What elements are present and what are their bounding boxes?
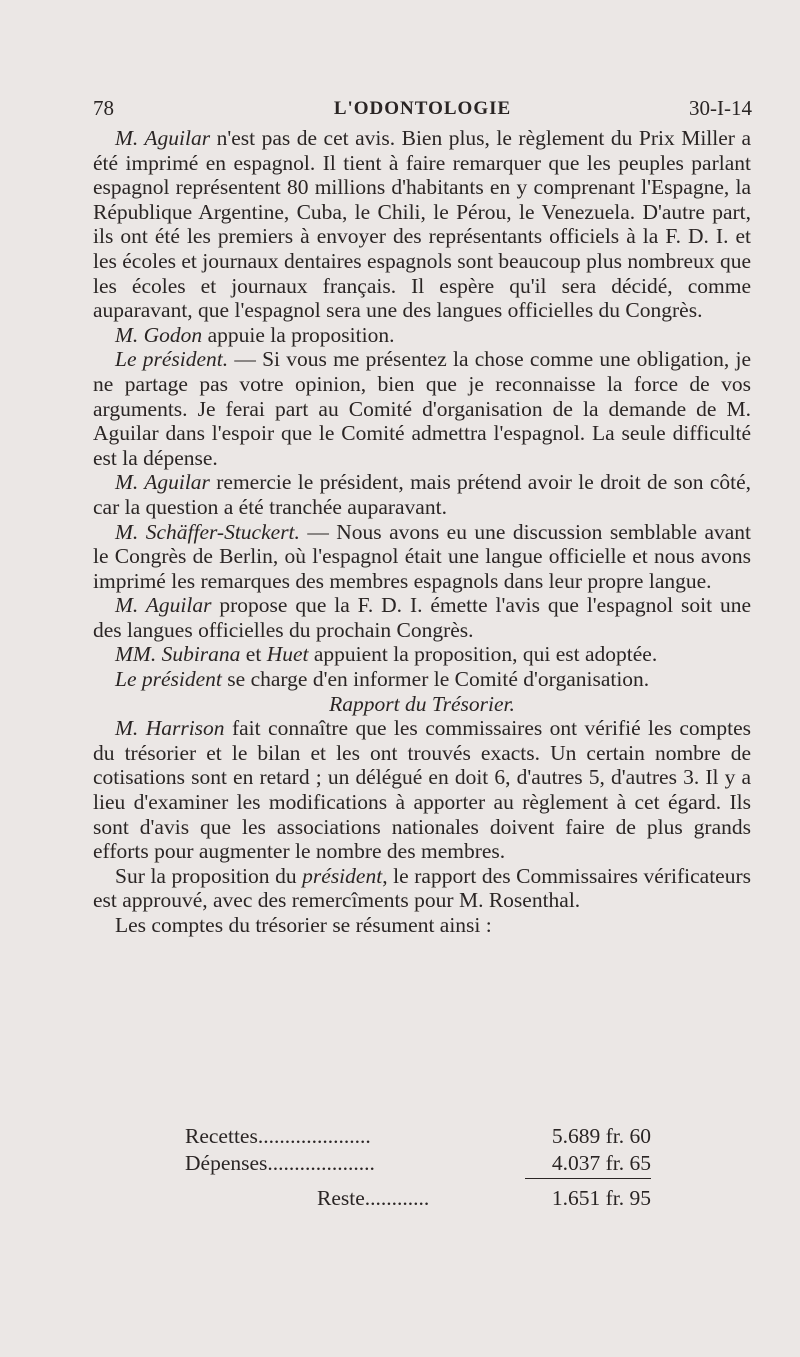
speaker-name: Huet [266,642,309,667]
paragraph-text: se charge d'en informer le Comité d'organisation. [221,667,650,692]
paragraph [93,323,751,348]
account-label: Reste............ [317,1186,430,1210]
speaker-name: M. Aguilar [115,593,212,618]
speaker-name: Le président [115,667,222,692]
speaker-name: M. Schäffer-Stuckert. [115,519,300,544]
section-heading: Rapport du Trésorier. [329,691,515,716]
paragraph-text: n'est pas de cet avis. Bien plus, le règlement du Prix Miller a été imprimé en espagnol. Il tient à faire remarquer que les peuples parlant espagnol représentent 80 millions d'habitants en y comprenant l'Espagne, la République Argentine, Cuba, le Chili, le Pérou, le Venezuela. D'autre part, ils ont été les premiers à envoyer des représentants officiels à la F. D. I. et les écoles et journaux dentaires espagnols sont beaucoup plus nombreux que les écoles et journaux français. Il espère qu'il sera décidé, comme auparavant, que l'espagnol sera une des langues officielles du Congrès. [93,126,751,323]
body-text [93,126,751,938]
paragraph-text: Sur la proposition du [115,863,303,888]
sum-rule [525,1178,651,1179]
account-row-recettes [93,1124,751,1151]
paragraph [93,864,751,913]
paragraph-text: et [240,642,267,667]
journal-title: L'ODONTOLOGIE [333,98,512,119]
paragraph-text: appuient la proposition, qui est adoptée. [308,642,658,667]
paragraph-text: remercie le président, mais prétend avoir le droit de son côté, car la question a été tranchée auparavant. [93,470,752,519]
paragraph [93,642,751,667]
paragraph-text: Les comptes du trésorier se résument ainsi : [115,913,492,937]
account-row-reste [93,1186,751,1213]
account-label: Dépenses.................... [185,1151,375,1175]
paragraph-text: — Nous avons eu une discussion semblable avant le Congrès de Berlin, où l'espagnol était une langue officielle et nous avons imprimé les remarques des membres espagnols dans leur propre langue. [93,519,751,593]
issue-date: 30-I-14 [689,96,752,120]
paragraph-text: — Si vous me présentez la chose comme une obligation, je ne partage pas votre opinion, bien que je reconnaisse la force de vos arguments. Je ferai part au Comité d'organisation de la demande de M. Aguilar dans l'espoir que le Comité admettra l'espagnol. La seule difficulté est la dépense. [93,347,751,470]
paragraph-text: , le rapport des Commissaires vérificateurs est approuvé, avec des remercîments pour M. Rosenthal. [93,863,751,913]
speaker-name: M. Godon [115,322,203,347]
paragraph-text: appuie la proposition. [202,322,395,347]
speaker-name: Le président. [115,347,229,372]
paragraph [93,520,751,594]
paragraph [93,716,751,864]
paragraph [93,913,751,938]
paragraph [93,470,751,519]
running-header [93,96,752,126]
account-row-depenses [93,1151,751,1178]
paragraph [93,667,751,692]
speaker-name: M. Aguilar [115,470,210,495]
paragraph [93,126,751,323]
paragraph [93,593,751,642]
paragraph-text: fait connaître que les commissaires ont vérifié les comptes du trésorier et le bilan et les ont trouvés exacts. Un certain nombre de cotisations sont en retard ; un délégué en doit 6, d'autres 5, d'autres 3. Il y a lieu d'examiner les modifications à apporter au règlement à cet égard. Ils sont d'avis que les associations nationales doivent faire de plus grands efforts pour augmenter le nombre des membres. [93,716,752,864]
account-value: 4.037 fr. 65 [551,1151,651,1175]
paragraph-text: propose que la F. D. I. émette l'avis que l'espagnol soit une des langues officielles du prochain Congrès. [93,593,751,642]
account-value: 5.689 fr. 60 [551,1124,651,1148]
accounts-summary [93,1124,751,1213]
speaker-name: M. Aguilar [115,126,211,150]
speaker-name: M. Harrison [115,716,225,741]
speaker-name: MM. Subirana [115,642,241,667]
page-number: 78 [93,96,114,120]
speaker-name: président [302,863,383,888]
account-label: Recettes..................... [185,1124,371,1148]
paragraph [93,347,751,470]
account-value: 1.651 fr. 95 [551,1186,651,1210]
